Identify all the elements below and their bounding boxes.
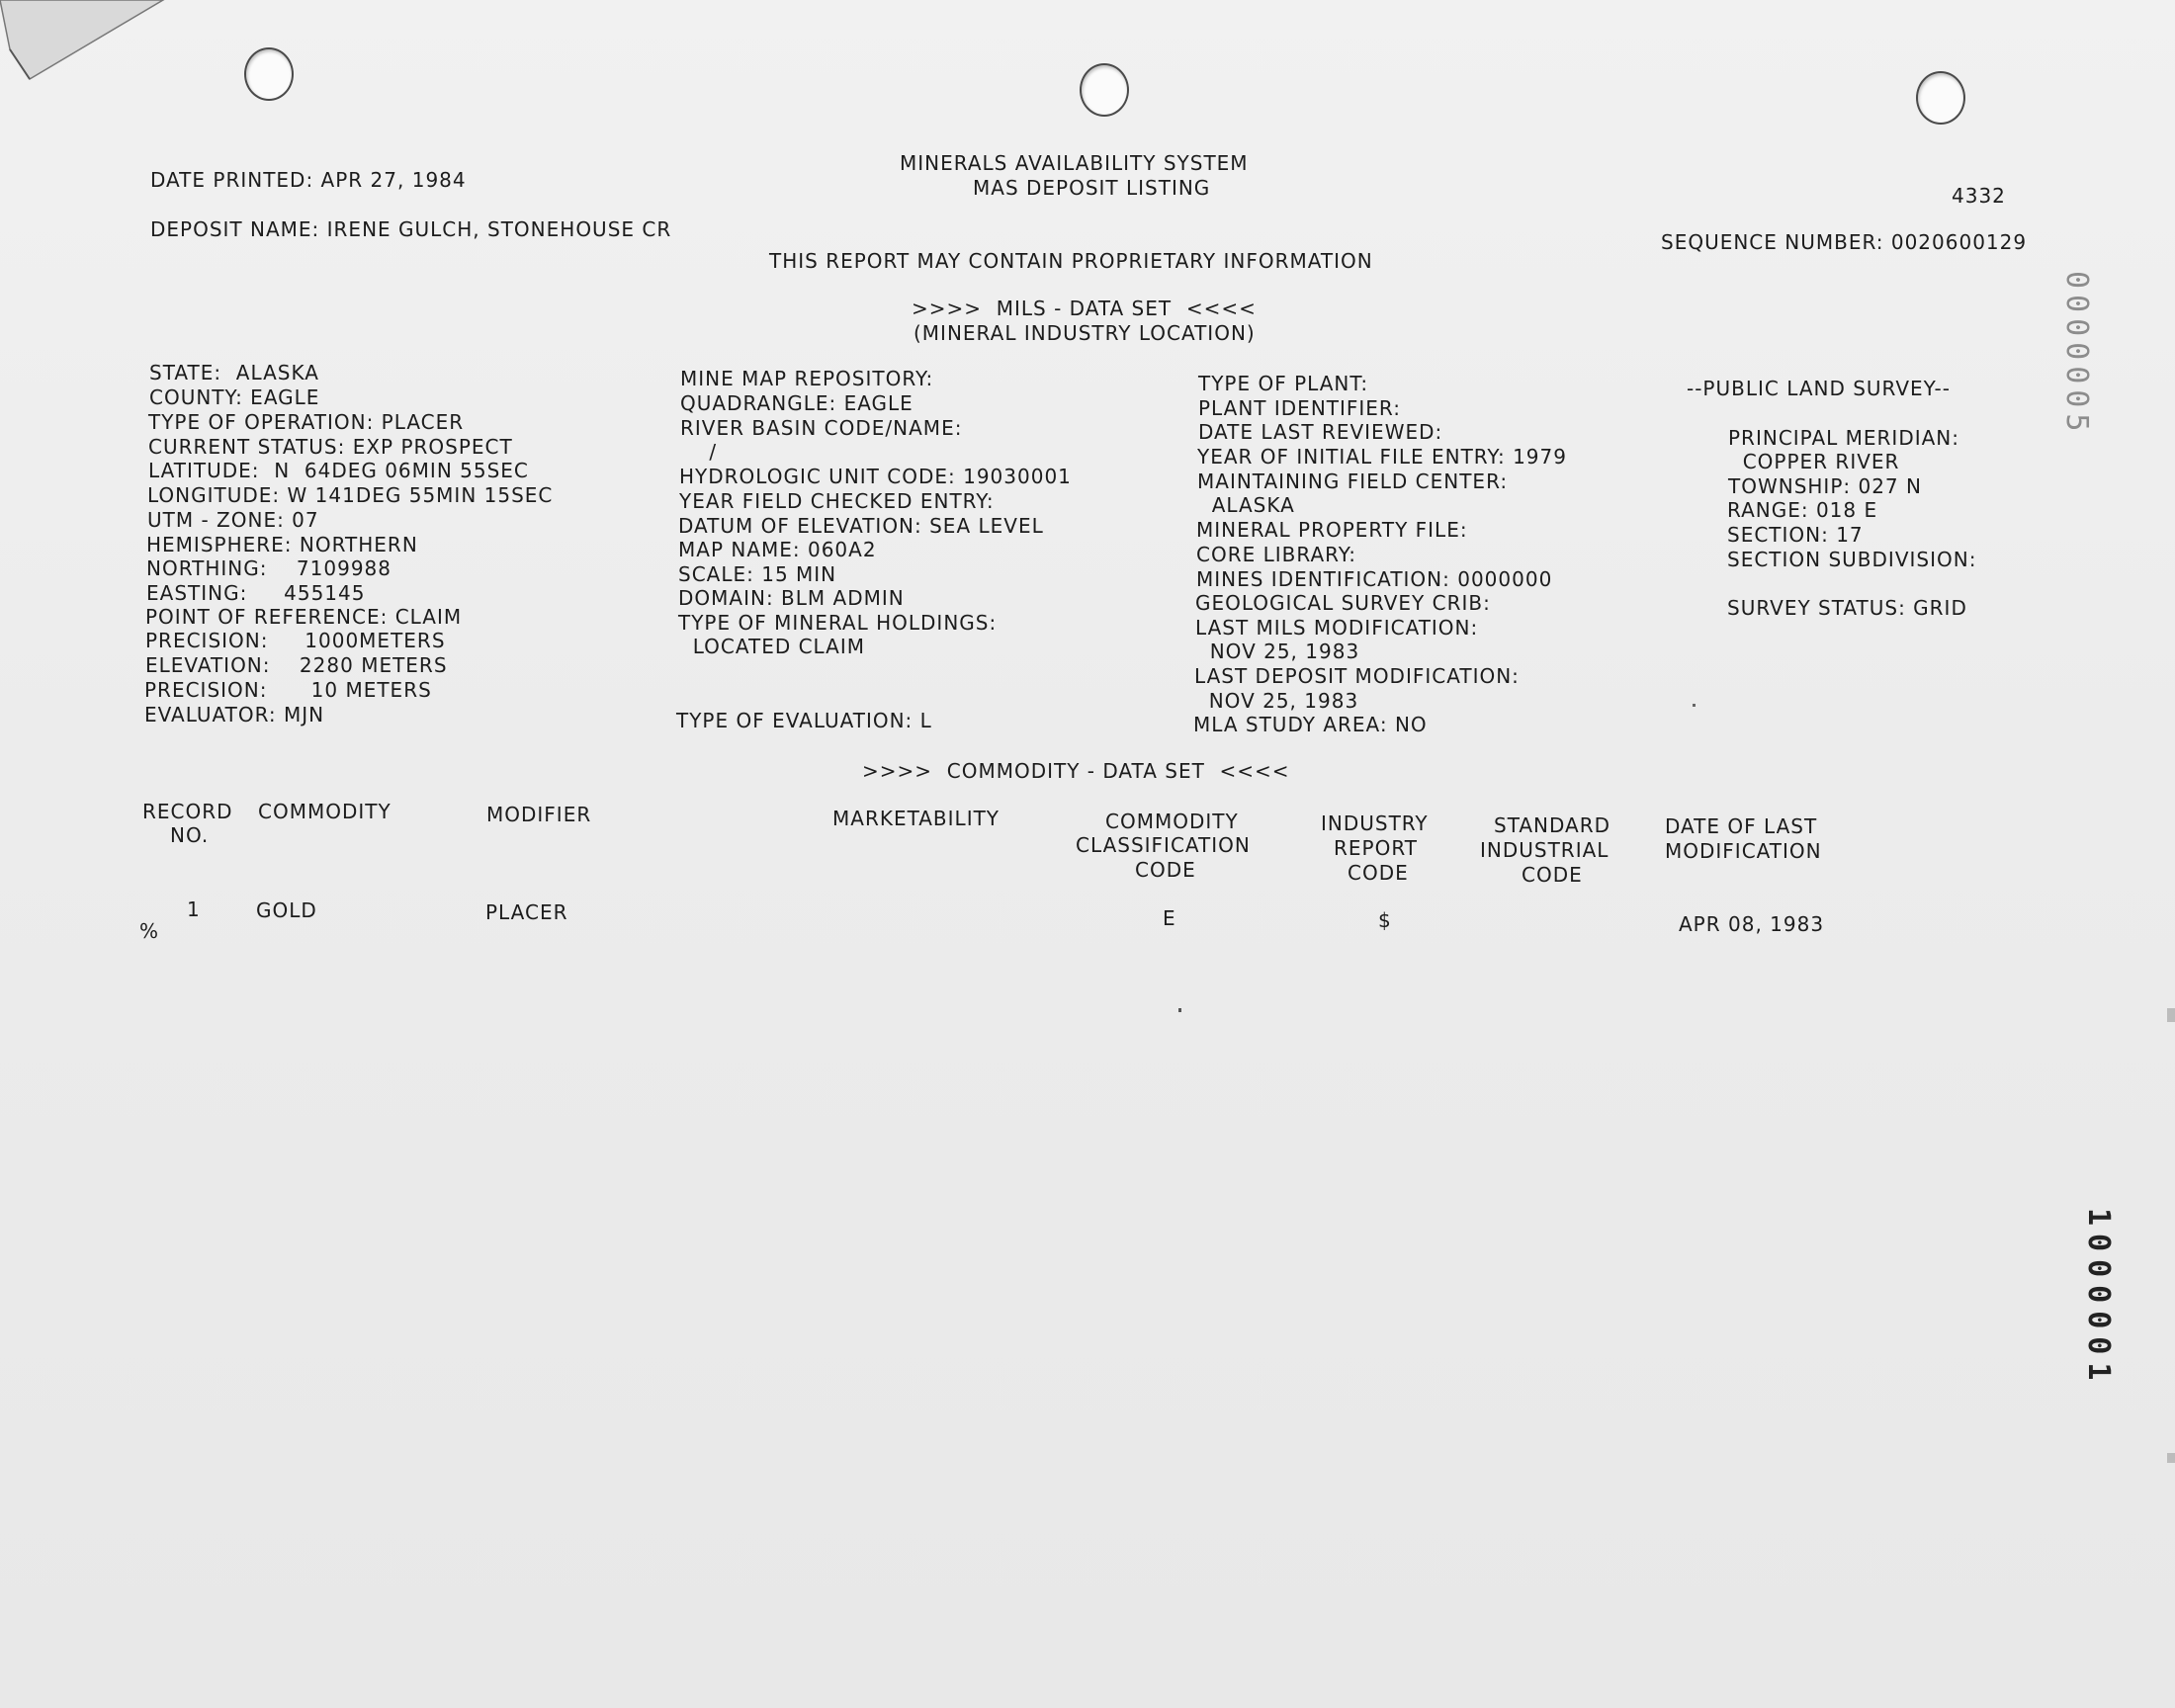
mils-section-title: >>>> MILS - DATA SET <<<<: [912, 297, 1257, 320]
map-field: /: [680, 440, 718, 464]
location-field: CURRENT STATUS: EXP PROSPECT: [148, 435, 513, 459]
row-record-number: 1: [187, 897, 201, 921]
plant-field: LAST MILS MODIFICATION:: [1195, 616, 1479, 640]
header-classification: CLASSIFICATION: [1076, 833, 1251, 857]
map-field: QUADRANGLE: EAGLE: [680, 391, 914, 415]
header-classification: CODE: [1135, 858, 1196, 882]
map-field: LOCATED CLAIM: [678, 635, 865, 658]
location-field: PRECISION: 1000METERS: [145, 629, 446, 652]
location-field: EVALUATOR: MJN: [144, 703, 325, 726]
row-classification: E: [1163, 906, 1176, 930]
header-commodity: COMMODITY: [258, 800, 392, 823]
sequence-number: SEQUENCE NUMBER: 0020600129: [1661, 230, 2028, 254]
map-field: HYDROLOGIC UNIT CODE: 19030001: [679, 465, 1072, 488]
land-survey-title: --PUBLIC LAND SURVEY--: [1687, 377, 1951, 400]
land-survey-field: SURVEY STATUS: GRID: [1727, 596, 1967, 620]
location-field: EASTING: 455145: [146, 581, 366, 605]
location-field: UTM - ZONE: 07: [147, 508, 319, 532]
location-field: COUNTY: EAGLE: [149, 385, 320, 409]
edge-mark: [2167, 1453, 2175, 1463]
land-survey-field: TOWNSHIP: 027 N: [1728, 474, 1922, 498]
row-mark: %: [139, 919, 160, 943]
location-field: TYPE OF OPERATION: PLACER: [148, 410, 465, 434]
map-field: DATUM OF ELEVATION: SEA LEVEL: [678, 514, 1044, 538]
speck: [1178, 1008, 1181, 1012]
row-modifier: PLACER: [485, 900, 568, 924]
location-field: PRECISION: 10 METERS: [144, 678, 432, 702]
land-survey-field: RANGE: 018 E: [1727, 498, 1878, 522]
header-standard: INDUSTRIAL: [1480, 838, 1610, 862]
header-industry: CODE: [1348, 861, 1409, 885]
land-survey-field: SECTION SUBDIVISION:: [1727, 548, 1977, 571]
map-field: SCALE: 15 MIN: [678, 562, 837, 586]
header-standard: STANDARD: [1494, 813, 1611, 837]
map-field: MAP NAME: 060A2: [678, 538, 877, 561]
location-field: POINT OF REFERENCE: CLAIM: [145, 605, 463, 629]
plant-field: TYPE OF PLANT:: [1198, 372, 1369, 395]
plant-field: NOV 25, 1983: [1195, 640, 1360, 663]
row-industry: $: [1378, 908, 1392, 932]
map-field: YEAR FIELD CHECKED ENTRY:: [679, 489, 995, 513]
header-standard: CODE: [1522, 863, 1583, 887]
stamp-bottom: 1000001: [2081, 1208, 2116, 1389]
header-record: NO.: [170, 823, 210, 847]
punch-hole-center: [1080, 63, 1129, 117]
row-commodity: GOLD: [256, 898, 317, 922]
folded-corner-icon: [0, 0, 168, 89]
land-survey-field: PRINCIPAL MERIDIAN:: [1728, 426, 1960, 450]
plant-field: DATE LAST REVIEWED:: [1198, 420, 1443, 444]
map-field: TYPE OF MINERAL HOLDINGS:: [678, 611, 998, 635]
speck: [1693, 704, 1696, 707]
plant-field: MINERAL PROPERTY FILE:: [1196, 518, 1468, 542]
plant-field: YEAR OF INITIAL FILE ENTRY: 1979: [1197, 445, 1567, 469]
plant-field: ALASKA: [1197, 493, 1295, 517]
commodity-section-title: >>>> COMMODITY - DATA SET <<<<: [862, 759, 1290, 783]
header-industry: INDUSTRY: [1321, 811, 1429, 835]
report-number: 4332: [1952, 184, 2006, 208]
map-field: DOMAIN: BLM ADMIN: [678, 586, 905, 610]
system-title: MINERALS AVAILABILITY SYSTEM: [900, 151, 1249, 175]
header-date: MODIFICATION: [1665, 839, 1822, 863]
location-field: ELEVATION: 2280 METERS: [145, 653, 448, 677]
plant-field: MAINTAINING FIELD CENTER:: [1197, 470, 1509, 493]
listing-title: MAS DEPOSIT LISTING: [973, 176, 1211, 200]
location-field: HEMISPHERE: NORTHERN: [146, 533, 418, 556]
header-date: DATE OF LAST: [1665, 814, 1818, 838]
location-field: LONGITUDE: W 141DEG 55MIN 15SEC: [147, 483, 554, 507]
punch-hole-right: [1916, 71, 1965, 125]
plant-field: MINES IDENTIFICATION: 0000000: [1196, 567, 1553, 591]
plant-field: LAST DEPOSIT MODIFICATION:: [1194, 664, 1520, 688]
header-record: RECORD: [142, 800, 233, 823]
evaluation-type: TYPE OF EVALUATION: L: [676, 709, 932, 732]
plant-field: NOV 25, 1983: [1194, 689, 1359, 713]
location-field: NORTHING: 7109988: [146, 556, 392, 580]
edge-mark: [2167, 1008, 2175, 1022]
plant-field: GEOLOGICAL SURVEY CRIB:: [1195, 591, 1491, 615]
header-modifier: MODIFIER: [486, 803, 592, 826]
land-survey-field: SECTION: 17: [1727, 523, 1864, 547]
deposit-name: DEPOSIT NAME: IRENE GULCH, STONEHOUSE CR: [150, 217, 672, 241]
map-field: MINE MAP REPOSITORY:: [680, 367, 934, 390]
location-field: STATE: ALASKA: [149, 361, 319, 384]
map-field: RIVER BASIN CODE/NAME:: [680, 416, 963, 440]
date-printed: DATE PRINTED: APR 27, 1984: [150, 168, 467, 192]
mils-section-subtitle: (MINERAL INDUSTRY LOCATION): [914, 321, 1256, 345]
header-classification: COMMODITY: [1105, 810, 1239, 833]
plant-field: CORE LIBRARY:: [1196, 543, 1357, 566]
proprietary-notice: THIS REPORT MAY CONTAIN PROPRIETARY INFORMATION: [769, 249, 1373, 273]
plant-field: PLANT IDENTIFIER:: [1198, 396, 1401, 420]
stamp-top: 0000005: [2059, 271, 2094, 438]
header-marketability: MARKETABILITY: [832, 807, 1000, 830]
land-survey-field: COPPER RIVER: [1728, 450, 1900, 473]
location-field: LATITUDE: N 64DEG 06MIN 55SEC: [148, 459, 529, 482]
punch-hole-left: [244, 47, 294, 101]
plant-field: MLA STUDY AREA: NO: [1193, 713, 1428, 736]
row-date: APR 08, 1983: [1679, 912, 1825, 936]
header-industry: REPORT: [1334, 836, 1418, 860]
